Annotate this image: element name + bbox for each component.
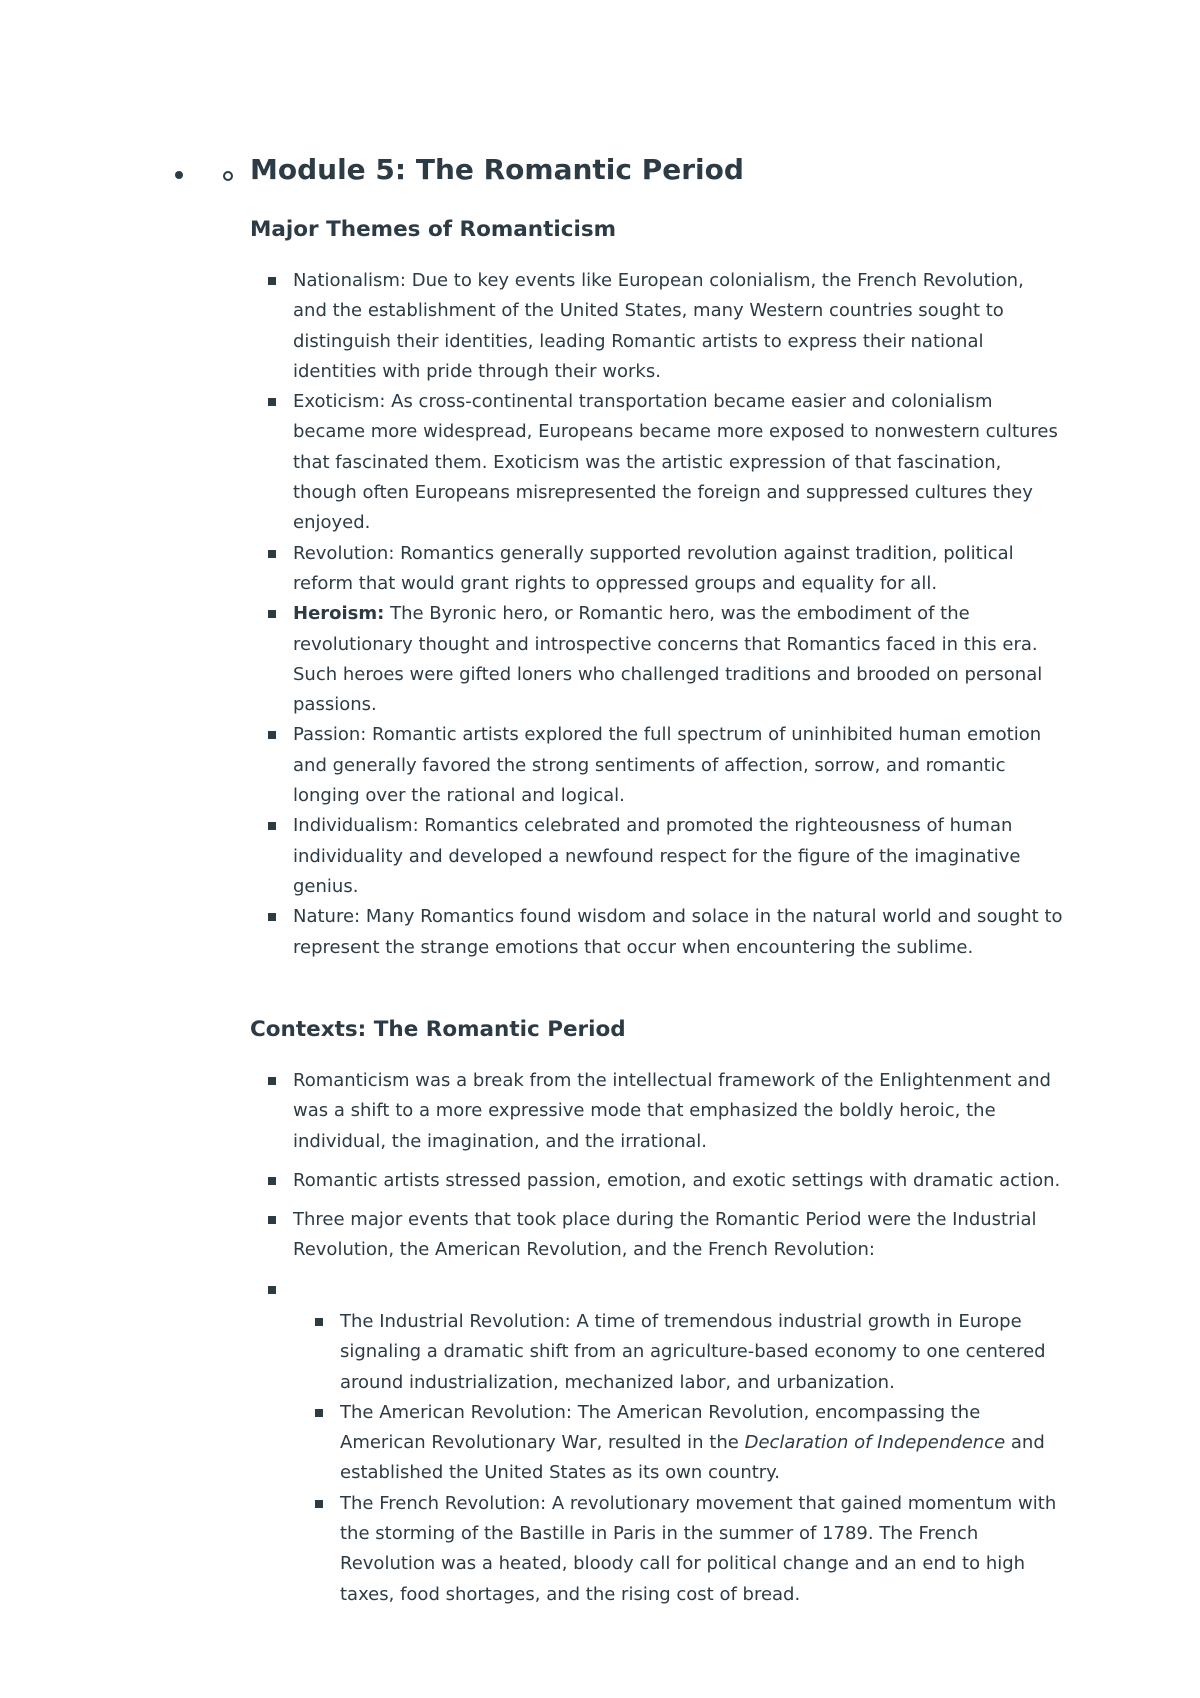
event-industrial-text: The Industrial Revolution: A time of tremendous industrial growth in Europe signaling a dramatic shift from an agriculture-based economy to one centered around industrialization, mechanized labor, and urbanization. [340,1311,1046,1393]
list-item [293,720,1063,811]
list-item [293,266,1063,387]
list-item [293,599,1063,720]
event-american-text-before: The American Revolution: The American Revolution, encompassing the American Revolutionary War, resulted in the [340,1401,981,1454]
list-item [340,1398,1060,1489]
list-item [340,1489,1060,1610]
list-item [293,539,1063,600]
list-item [293,902,1063,963]
list-item [293,811,1063,902]
themes-heading: Major Themes of Romanticism [250,217,617,242]
list-item [293,1066,1063,1157]
declaration-title: Declaration of Independence [744,1432,1006,1454]
list-item [340,1307,1060,1398]
context-artists-text: Romantic artists stressed passion, emotion, and exotic settings with dramatic action. [293,1169,1061,1191]
events-list [340,1307,1060,1610]
list-item [293,387,1063,538]
theme-heroism-text: The Byronic hero, or Romantic hero, was the embodiment of the revolutionary thought and introspective concerns that Romantics faced in this era. Such heroes were gifted loners who challenged traditions and brooded on personal passions. [293,603,1043,716]
list-item [293,1166,1063,1196]
themes-list [293,266,1063,963]
theme-revolution-text: Revolution: Romantics generally supported revolution against tradition, political reform that would grant rights to oppressed groups and equality for all. [293,542,1014,594]
theme-exoticism-text: Exoticism: As cross-continental transportation became easier and colonialism became more widespread, Europeans became more exposed to nonwestern cultures that fascinated them. Exoticism was the artistic expression of that fascination, though often Europeans misrepresented the foreign and suppressed cultures they enjoyed. [293,391,1058,534]
event-american-text-after: and established the United States as its own country. [340,1432,1045,1484]
event-french-text: The French Revolution: A revolutionary movement that gained momentum with the storming of the Bastille in Paris in the summer of 1789. The French Revolution was a heated, bloody call for political change and an end to high taxes, food shortages, and the rising cost of bread. [340,1492,1057,1605]
theme-heroism-term: Heroism: [293,603,385,625]
theme-nationalism-text: Nationalism: Due to key events like European colonialism, the French Revolution, and the establishment of the United States, many Western countries sought to distinguish their identities, leading Romantic artists to express their national identities with pride through their works. [293,270,1024,382]
module-title: Module 5: The Romantic Period [250,153,744,186]
theme-passion-text: Passion: Romantic artists explored the full spectrum of uninhibited human emotion and generally favored the strong sentiments of affection, sorrow, and romantic longing over the rational and logical. [293,724,1042,807]
context-enlightenment-text: Romanticism was a break from the intellectual framework of the Enlightenment and was a shift to a more expressive mode that emphasized the boldly heroic, the individual, the imagination, and the irrational. [293,1070,1051,1152]
context-events-text: Three major events that took place during the Romantic Period were the Industrial Revolution, the American Revolution, and the French Revolution: [293,1209,1037,1261]
outer-bullet-icon [175,171,183,179]
inner-bullet-icon [223,171,233,181]
theme-nature-text: Nature: Many Romantics found wisdom and solace in the natural world and sought to represent the strange emotions that occur when encountering the sublime. [293,906,1063,958]
list-item [293,1205,1063,1266]
contexts-heading: Contexts: The Romantic Period [250,1017,626,1042]
nested-list-holder [293,1275,1063,1305]
theme-individualism-text: Individualism: Romantics celebrated and promoted the righteousness of human individuality and developed a newfound respect for the figure of the imaginative genius. [293,815,1021,897]
contexts-list [293,1066,1063,1305]
